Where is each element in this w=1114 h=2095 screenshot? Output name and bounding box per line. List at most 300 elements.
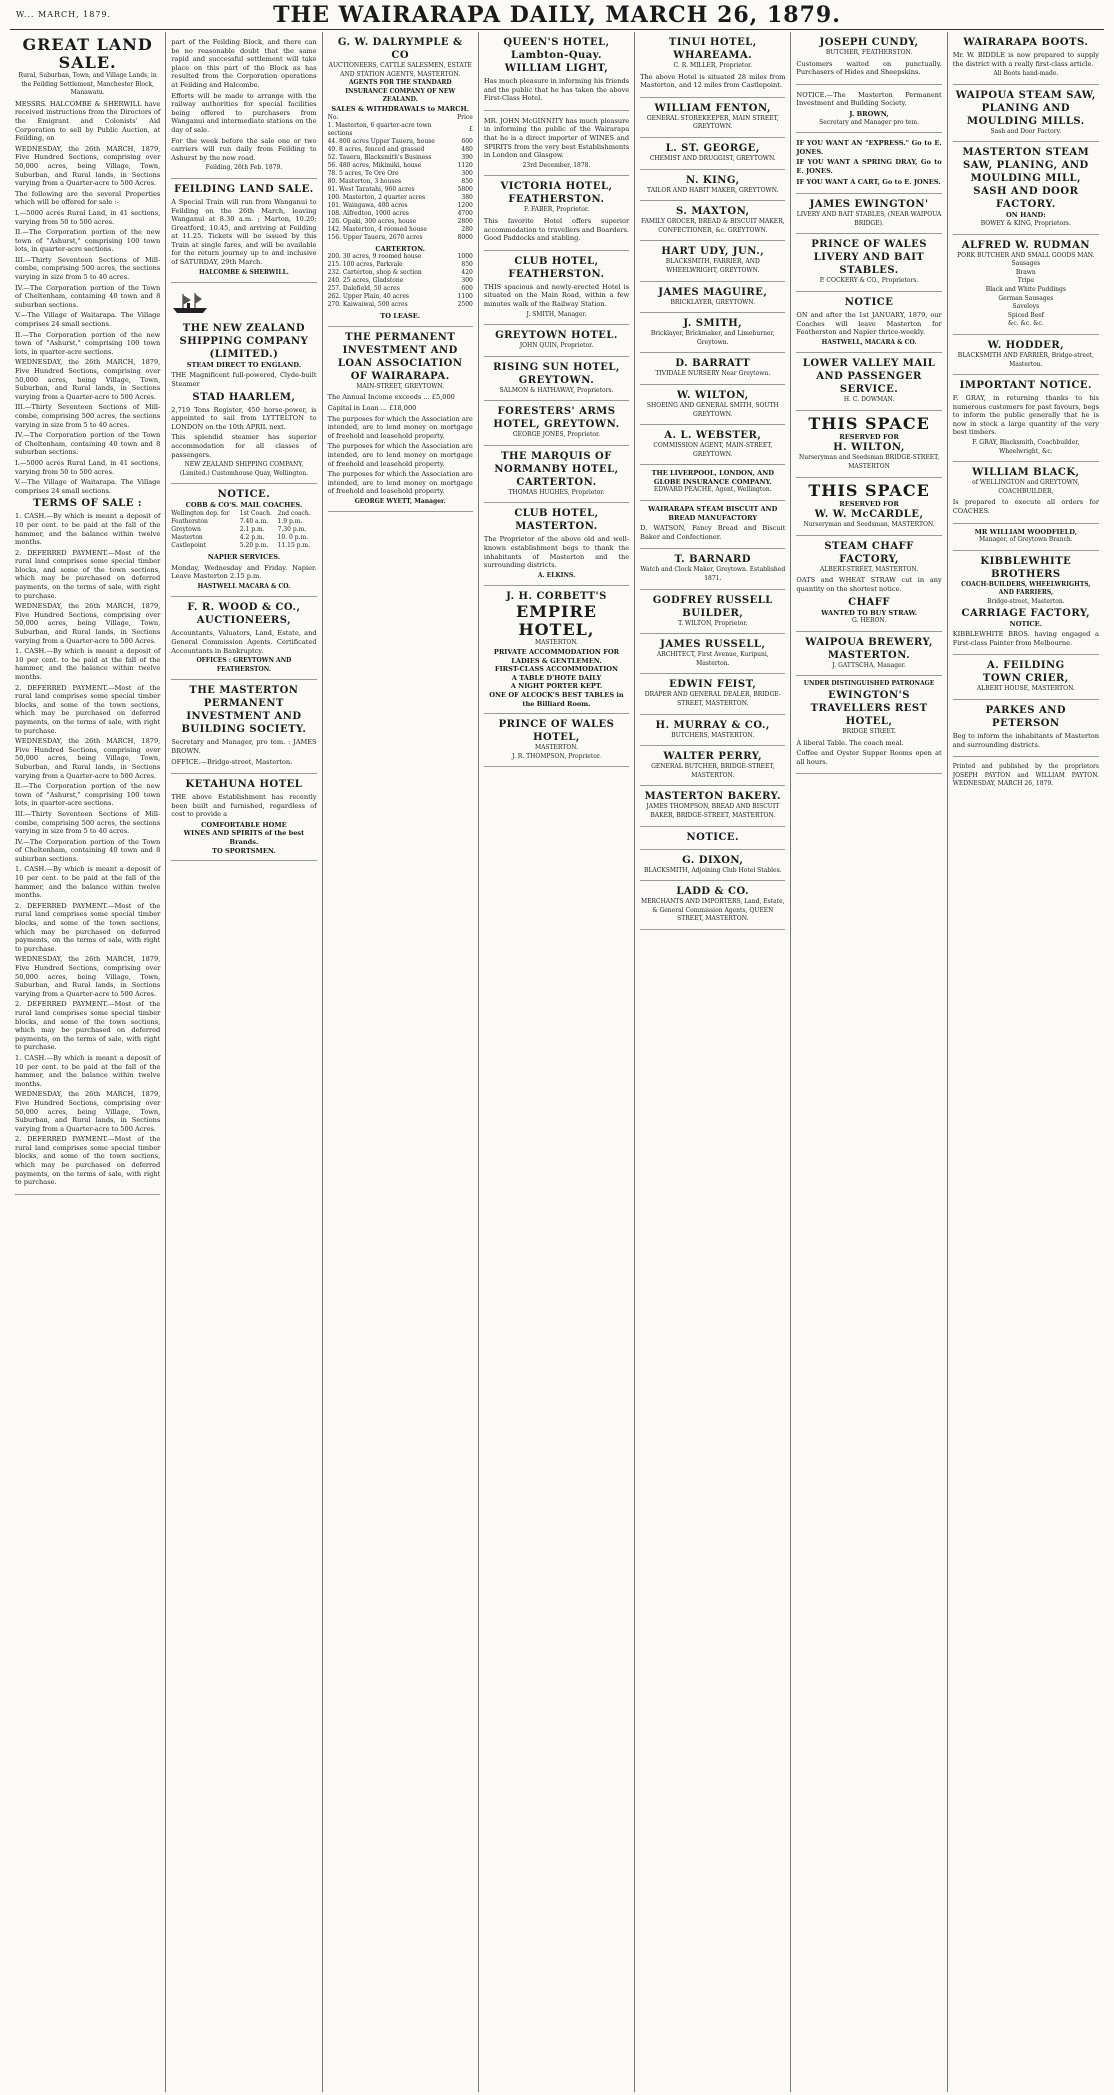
ad-text: This splendid steamer has superior accommodation for all classes of passengers.: [171, 433, 317, 459]
table-cell: 80. Masterton, 3 houses: [327, 177, 402, 185]
ad-subheading: BLACKSMITH, FARRIER, AND WHEELWRIGHT, GREYTOWN.: [665, 258, 760, 274]
ad-text: PRIVATE ACCOMMODATION FOR LADIES & GENTLEMEN.: [493, 648, 620, 665]
ad-text: I.—5000 acres Rural Land, in 41 sections, varying from 50 to 500 acres.: [15, 208, 161, 226]
ad-text: III.—Thirty Seventeen Sections of Mill-combe, comprising 500 acres, the sections varying in size from 5 to 40 acres.: [15, 255, 161, 282]
table-cell: 380: [461, 193, 473, 201]
table-row: [328, 138, 473, 146]
list-item: Sausages: [1011, 260, 1041, 268]
table-cell: 5800: [457, 185, 473, 193]
table-cell: 4.2 p.m.: [239, 533, 265, 541]
ad-text: WEDNESDAY, the 26th MARCH, 1879, Five Hundred Sections, comprising over 50,000 acres, being Village, Town, Suburban, and Rural lands, in Sections varying from a Quarter-acre to 500 Acres.: [15, 144, 161, 188]
columns: [10, 32, 1104, 2092]
ad-subheading: STEAM DIRECT TO ENGLAND.: [186, 360, 302, 369]
ad-text: IV.—The Corporation portion of the Town of Cheltenham, containing 40 town and 8 suburban sections.: [15, 431, 161, 457]
ad-subheading: NAPIER SERVICES.: [207, 552, 281, 561]
ad-text: part of the Feilding Block, and there can be no reasonable doubt that the same rapid and successful settlement will take place on this part of the Block as has resulted from the Corporation operations at Feilding and Halcombe.: [171, 38, 317, 89]
ad-text: 1. CASH.—By which is meant a deposit of 10 per cent. to be paid at the fall of the hammer, and the balance within twelve months.: [15, 865, 161, 900]
ad-subheading: COMFORTABLE HOME: [201, 820, 287, 829]
ad-subheading: JOHN QUIN, Proprietor.: [519, 342, 594, 350]
masthead-date-left: W... MARCH, 1879.: [16, 10, 112, 19]
wilton-smith-ad: [640, 385, 785, 425]
table-cell: 1st Coach.: [239, 509, 272, 517]
column-6: [791, 32, 947, 2092]
ad-text: The Proprietor of the above old and well-known establishment begs to thank the inhabitants of Masterton and the surrounding districts.: [483, 535, 630, 570]
list-item: Saveloys: [1012, 303, 1040, 311]
ad-text: The purposes for which the Association are intended, are to lend money on mortgage of freehold and leasehold property.: [327, 414, 473, 440]
ad-subheading: BUTCHER, FEATHERSTON.: [825, 49, 913, 56]
ad-subheading: Rural, Suburban, Town, and Village Lands, in the Feilding Settlement, Manchester Block, Manawatu.: [18, 72, 157, 97]
jones-ad: [796, 133, 941, 194]
ad-text: A NIGHT PORTER KEPT.: [510, 682, 603, 691]
ad-text: KIBBLEWHITE BROS. having engaged a First-class Painter from Melbourne.: [952, 630, 1099, 647]
kibblewhite-ad: [953, 551, 1099, 656]
ad-heading: A. FEILDING: [987, 660, 1065, 672]
table-row: [171, 534, 316, 542]
table-row: [328, 218, 473, 226]
ad-heading: PARKES AND PETERSON: [985, 704, 1067, 729]
ad-heading: LOWER VALLEY MAIL AND PASSENGER SERVICE.: [802, 358, 936, 396]
prince-of-wales-hotel-ad: [484, 714, 629, 767]
hart-udy-ad: [640, 241, 785, 281]
marquis-normanby-ad: [484, 446, 629, 504]
ad-text: Coffee and Oyster Supper Rooms open at all hours.: [796, 749, 942, 766]
ad-heading: MASTERTON STEAM SAW, PLANING, AND MOULDING MILL, SASH AND DOOR FACTORY.: [962, 147, 1090, 211]
ad-subheading: BRIDGE STREET.: [842, 728, 896, 735]
ad-text: OFFICES : GREYTOWN AND FEATHERSTON.: [196, 657, 292, 673]
ad-subheading: AGENTS FOR THE STANDARD INSURANCE COMPANY OF NEW ZEALAND.: [345, 79, 456, 104]
ad-text: Efforts will be made to arrange with the railway authorities for special facilities being offered to purchasers from Wanganui and intermediate stations on the day of sale.: [171, 91, 317, 134]
ad-heading: PRINCE OF WALES HOTEL,: [498, 719, 615, 744]
ad-subheading: Nurseryman and Seedsman, MASTERTON.: [803, 521, 935, 529]
ad-text: V.—The Village of Waitarapa. The Village comprises 24 small sections.: [15, 478, 161, 495]
table-cell: 480: [461, 145, 473, 153]
table-row: [328, 226, 473, 234]
ad-text: THE Magnificent full-powered, Clyde-built Steamer: [171, 371, 317, 389]
ad-subheading: GENERAL BUTCHER, BRIDGE-STREET, MASTERTON.: [651, 763, 775, 779]
ad-text: F. GRAY, in returning thanks to his numerous customers for past favours, begs to inform the public generally that he is now in stock a large quantity of the very best timbers.: [952, 394, 1099, 437]
ad-text: 2. DEFERRED PAYMENT.—Most of the rural land comprises some special timber blocks, and some of the town sections, which may be purchased on deferred payments, on the terms of sale, with right to purchase.: [15, 901, 161, 953]
ad-subheading: COBB & CO'S. MAIL COACHES.: [185, 501, 303, 510]
club-hotel-masterton-ad: [484, 503, 629, 586]
ad-text: II.—The Corporation portion of the new town of "Ashurst," comprising 100 town lots, in quarter-acre sections.: [15, 228, 161, 254]
masthead-rule: [10, 29, 1104, 30]
smith-bricklayer-ad: [640, 313, 785, 353]
ad-text: 2,719 Tons Register, 450 horse-power, is appointed to sail from LYTTELTON to LONDON on the 10th APRIL next.: [171, 405, 317, 431]
table-row: [328, 253, 473, 261]
ad-text: I.—5000 acres Rural Land, in 41 sections, varying from 50 to 500 acres.: [15, 458, 161, 476]
table-cell: 2800: [457, 217, 473, 225]
ad-heading: PRINCE OF WALES LIVERY AND BAIT STABLES.: [811, 239, 927, 277]
ad-text: A liberal Table. The coach meal.: [796, 738, 904, 747]
cundy-ad: [796, 32, 941, 85]
ad-subheading: TIVIDALE NURSERY Near Greytown.: [655, 370, 771, 378]
ewington-stables-ad: [796, 194, 941, 234]
ketahuna-hotel-ad: [171, 774, 316, 861]
ad-subheading: FAMILY GROCER, BREAD & BISCUIT MAKER, CONFECTIONER, &c. GREYTOWN.: [640, 218, 785, 234]
ad-heading: LADD & CO.: [676, 886, 750, 898]
ad-text: Mr. W. BIDDLE is now prepared to supply the district with a really first-class article.: [952, 51, 1099, 68]
table-row: [171, 526, 316, 534]
imprint-text: Printed and published by the proprietors JOSEPH PAYTON and WILLIAM PAYTON. WEDNESDAY, MARCH 26, 1879.: [952, 763, 1099, 788]
ad-subheading: ON HAND:: [1006, 211, 1046, 220]
list-item: German Sausages: [998, 294, 1054, 302]
ad-text: Accountants, Valuators, Land, Estate, and General Commission Agents. Certificated Accountants in Bankruptcy.: [171, 629, 317, 655]
ad-heading: THIS SPACE: [808, 480, 930, 500]
ad-heading: A. L. WEBSTER,: [664, 430, 762, 442]
ad-heading: W. W. McCARDLE,: [814, 509, 924, 521]
ad-subheading: WINES AND SPIRITS of the best Brands.: [183, 829, 305, 847]
ad-text: The purposes for which the Association are intended, are to lend money on mortgage of freehold and leasehold property.: [327, 442, 473, 468]
table-cell: 2500: [457, 301, 473, 309]
ad-text: The above Hotel is situated 28 miles from Masterton, and 12 miles from Castlepoint.: [640, 72, 786, 90]
ad-subheading: EDWARD PEACHE, Agent, Wellington.: [653, 486, 772, 494]
ad-subheading: COMMISSION AGENT, MAIN-STREET, GREYTOWN.: [653, 442, 773, 458]
ad-heading: H. WILTON,: [833, 442, 905, 454]
king-tailor-ad: [640, 170, 785, 202]
russell-builder-ad: [640, 590, 785, 635]
column-4: [479, 32, 635, 2092]
ship-name: STAD HAARLEM,: [192, 391, 296, 403]
ad-text: 2. DEFERRED PAYMENT.—Most of the rural land comprises some special timber blocks, and some of the town sections, which may be purchased on deferred payments, on the terms of sale, with right to purchase.: [15, 548, 161, 600]
ad-text: V.—The Village of Waitarapa. The Village comprises 24 small sections.: [15, 311, 161, 329]
ad-subheading: Bridge-street, Masterton.: [987, 598, 1065, 605]
ad-subheading: Sash and Door Factory.: [990, 127, 1062, 135]
ad-signature: G. HERON.: [851, 617, 887, 625]
table-cell: 91. West Taratahi, 960 acres: [327, 185, 415, 193]
table-cell: 280: [461, 225, 473, 233]
ad-subheading: TO SPORTSMEN.: [212, 846, 276, 855]
ad-heading: QUEEN'S HOTEL, Lambton-Quay.: [503, 37, 610, 61]
table-cell: 8000: [457, 233, 473, 241]
ad-heading: CLUB HOTEL, FEATHERSTON.: [508, 255, 605, 280]
ad-heading: S. MAXTON,: [676, 206, 750, 218]
ad-heading: TOWN CRIER,: [982, 673, 1069, 685]
table-row: [328, 202, 473, 210]
ad-signature: H. C. DOWMAN.: [843, 396, 895, 404]
victoria-hotel-ad: [484, 176, 629, 250]
table-cell: 215. 100 acres, Parkvale: [327, 261, 403, 269]
ad-heading: FEILDING LAND SALE.: [174, 183, 314, 195]
table-row: [328, 122, 473, 138]
imprint: [953, 757, 1099, 796]
maguire-ad: [640, 282, 785, 314]
list-item: Tripe: [1017, 277, 1034, 285]
ad-signature: J. GATTSCHA, Manager.: [832, 661, 906, 669]
ad-subheading: AUCTIONEERS, CATTLE SALESMEN, ESTATE AND STATION AGENTS, MASTERTON.: [328, 62, 472, 78]
st-george-ad: [640, 138, 785, 170]
ad-subheading: Bricklayer, Brickmaker, and Limeburner, Greytown.: [650, 330, 775, 346]
column-5: [635, 32, 791, 2092]
greytown-hotel-ad: [484, 325, 629, 357]
table-cell: 2nd coach.: [277, 509, 311, 517]
coach-notice-ad: [796, 292, 941, 353]
ad-heading: L. ST. GEORGE,: [665, 142, 760, 154]
table-cell: 240. 25 acres, Gladstone: [327, 277, 404, 285]
ad-text: III.—Thirty Seventeen Sections of Mill-combe, comprising 500 acres, the sections varying in size from 5 to 40 acres.: [15, 809, 161, 836]
ad-subheading: T. WILTON, Proprietor.: [678, 619, 748, 627]
table-cell: 156. Upper Taueru, 2670 acres: [327, 233, 423, 241]
masthead: [0, 0, 1114, 30]
ad-signature: HASTWELL MACARA & CO.: [197, 582, 291, 590]
masterton-saw-mill-ad: [953, 142, 1099, 234]
table-cell: 78. 5 acres, Te Ore Ore: [327, 169, 399, 177]
table-row: [171, 518, 316, 526]
ad-date: 23rd December, 1878.: [522, 161, 591, 169]
ad-subheading: SALMON & HATHAWAY, Proprietors.: [499, 386, 614, 394]
ad-heading: WILLIAM BLACK,: [972, 467, 1080, 479]
table-cell: 100. Masterton, 2 quarter acres: [327, 193, 426, 201]
insurance-ad: [640, 465, 785, 501]
great-land-sale-ad: [15, 32, 160, 1195]
brewery-ad: [796, 632, 941, 677]
ad-heading: EDWIN FEIST,: [669, 679, 757, 691]
building-society-ad: [171, 680, 316, 774]
perry-ad: [640, 746, 785, 786]
table-cell: 232. Carterton, shop & section: [327, 269, 422, 277]
ad-subheading: ARCHITECT, First Avenue, Kuripuni, Masterton.: [656, 651, 769, 667]
table-row: [328, 269, 473, 277]
reserved-space-wilton: [796, 411, 941, 478]
ad-heading: ALFRED W. RUDMAN: [961, 239, 1090, 251]
ad-text: ON and after the 1st JANUARY, 1879, our Coaches will leave Masterton for Featherston and Napier thrice-weekly.: [796, 310, 942, 337]
ad-text: Capital in Loan ... £18,000: [327, 403, 417, 412]
ad-subheading: CHEMIST AND DRUGGIST, GREYTOWN.: [649, 154, 776, 162]
ad-signature: HALCOMBE & SHERWILL.: [198, 268, 289, 276]
ad-subheading: SALES & WITHDRAWALS to MARCH.: [331, 104, 470, 113]
town-crier-ad: [953, 655, 1099, 700]
ad-heading: JAMES RUSSELL,: [660, 639, 766, 651]
ad-text: For the week before the sale one or two carriers will run daily from Feilding to Ashurst by the new road.: [171, 136, 317, 162]
ad-signature: HASTWELL, MACARA & CO.: [821, 338, 917, 346]
murray-ad: [640, 715, 785, 747]
ad-text: 2. DEFERRED PAYMENT.—Most of the rural land comprises some special timber blocks, and some of the town sections, which may be purchased on deferred payments, on the terms of sale, with right to purchase.: [15, 1135, 161, 1187]
ad-text: III.—Thirty Seventeen Sections of Mill-combe, comprising 500 acres, the sections varying in size from 5 to 40 acres.: [15, 403, 161, 429]
list-item: Spiced Beef: [1007, 311, 1044, 319]
ad-text: OFFICE.—Bridge-street, Masterton.: [171, 757, 293, 766]
travellers-rest-ad: [796, 676, 941, 774]
loan-association-ad: [328, 327, 473, 513]
rudman-ad: [953, 235, 1099, 335]
lower-valley-mail-ad: [796, 353, 941, 411]
ad-heading: CHAFF: [848, 596, 890, 608]
foresters-arms-ad: [484, 401, 629, 446]
ad-heading: NOTICE.: [1009, 619, 1043, 628]
ad-text: Has much pleasure in informing his friends and the public that he has taken the above First-Class Hotel.: [483, 77, 630, 103]
shipping-company-ad: [171, 283, 316, 484]
ad-subheading: WILLIAM LIGHT,: [504, 63, 609, 74]
column-header: No.: [327, 113, 339, 121]
chaff-factory-ad: [796, 536, 941, 632]
ad-signature: F. GRAY, Blacksmith, Coachbuilder, Wheelwright, &c.: [972, 439, 1080, 455]
ad-heading: W. WILTON,: [676, 389, 749, 401]
queens-hotel-ad: [484, 32, 629, 111]
ad-heading: EMPIRE HOTEL,: [516, 602, 597, 640]
ad-subheading: GEORGE JONES, Proprietor.: [512, 431, 601, 439]
ad-text: Beg to inform the inhabitants of Masterton and surrounding districts.: [952, 731, 1099, 749]
ad-text: A Special Train will run from Wanganui to Feilding on the 26th March, leaving Wanganui at 8.30 a.m. ; Marton, 10.20; Greatford, 10.45, and arriving at Feilding at 11.25. Tickets will be issued by this Train at single fares, and will be available for the return journey up to and inclusive of SATURDAY, 29th March.: [171, 197, 317, 267]
ad-text: A TABLE D'HOTE DAILY: [511, 673, 602, 682]
ad-heading: THE MASTERTON PERMANENT INVESTMENT AND BUILDING SOCIETY.: [181, 685, 307, 736]
column-header: Price: [457, 113, 473, 121]
ad-subheading: COACH-BUILDERS, WHEELWRIGHTS, AND FARRIERS,: [961, 580, 1091, 597]
ad-subheading: THOMAS HUGHES, Proprietor.: [508, 488, 605, 496]
ad-text: IF YOU WANT A SPRING DRAY, Go to E. JONES.: [796, 158, 942, 175]
ad-heading: JAMES EWINGTON': [809, 199, 929, 211]
biscuit-factory-ad: [640, 501, 785, 549]
table-cell: Wellington dep. for: [171, 509, 230, 517]
ad-subheading: P. COCKERY & CO., Proprietors.: [819, 277, 919, 285]
table-cell: 4700: [457, 209, 473, 217]
table-cell: 1000: [457, 253, 473, 261]
table-cell: 600: [461, 137, 473, 145]
ad-text: IV.—The Corporation portion of the Town of Cheltenham, containing 40 town and 8 suburban sections.: [15, 837, 161, 863]
ad-heading: GREAT LAND SALE.: [22, 35, 153, 72]
table-row: [328, 186, 473, 194]
ad-heading: RISING SUN HOTEL, GREYTOWN.: [493, 361, 620, 386]
ad-heading: WILLIAM FENTON,: [654, 102, 772, 114]
hodder-ad: [953, 335, 1099, 375]
ad-text: 1. CASH.—By which is meant a deposit of 10 per cent. to be paid at the fall of the hammer, and the balance within twelve months.: [15, 647, 161, 681]
table-cell: 600: [461, 285, 473, 293]
ad-heading: FORESTERS' ARMS HOTEL, GREYTOWN.: [493, 406, 620, 431]
table-cell: Featherston: [171, 517, 208, 525]
ad-text: This favorite Hotel offers superior accommodation to travellers and Boarders. Good Paddocks and stabling.: [483, 216, 630, 243]
table-cell: 300: [461, 169, 473, 177]
ad-subheading: Nurseryman and Seedsman BRIDGE-STREET, MASTERTON: [799, 454, 940, 471]
ad-subheading: BLACKSMITH, Adjoining Club Hotel Stables.: [643, 866, 782, 874]
feist-ad: [640, 674, 785, 714]
ad-heading: JOSEPH CUNDY,: [819, 37, 919, 48]
ad-subheading: ALBERT HOUSE, MASTERTON.: [976, 685, 1075, 693]
wood-auctioneers-ad: [171, 597, 316, 680]
ad-heading: MR WILLIAM WOODFIELD,: [974, 527, 1078, 536]
ad-subheading: LIVERY AND BAIT STABLES, (NEAR WAIPOUA BRIDGE).: [796, 211, 942, 227]
table-row: [328, 162, 473, 170]
ad-subheading: PORK BUTCHER AND SMALL GOODS MAN.: [957, 251, 1095, 259]
ad-text: Customers waited on punctually. Purchasers of Hides and Sheepskins.: [796, 59, 942, 77]
ad-text: IF YOU WANT AN "EXPRESS." Go to E. JONES.: [796, 139, 942, 156]
table-cell: 126. Opaki, 300 acres, house: [327, 217, 417, 225]
ad-text: 2. DEFERRED PAYMENT.—Most of the rural land comprises some special timber blocks, and some of the town sections, which may be purchased on deferred payments, on the terms of sale, with right to purchase.: [15, 683, 161, 735]
table-cell: 101. Waingawa, 400 acres: [327, 201, 408, 209]
table-row: [328, 293, 473, 301]
ad-subheading: F. FABER, Proprietor.: [524, 206, 589, 214]
table-header: [328, 114, 473, 122]
column-1: [10, 32, 166, 2092]
ad-subheading: C. R. MILLER, Proprietor.: [673, 62, 753, 69]
ad-text: Secretary and Manager, pro tem. : JAMES BROWN.: [171, 738, 317, 755]
ad-heading: THE NEW ZEALAND SHIPPING COMPANY (LIMITED.): [179, 322, 309, 360]
ad-text: IF YOU WANT A CART, Go to E. JONES.: [796, 177, 941, 186]
table-cell: 49. 8 acres, fenced and grassed: [327, 145, 425, 153]
table-cell: Masterton: [171, 533, 203, 541]
table-cell: 200. 30 acres, 9 roomed house: [327, 253, 422, 261]
tinui-hotel-ad: [640, 32, 785, 98]
table-cell: 7.30 p.m.: [277, 525, 307, 533]
ad-heading: MASTERTON BAKERY.: [644, 791, 781, 803]
table-cell: 270. Kaiwaiwai, 500 acres: [327, 301, 408, 309]
ad-subheading: UNDER DISTINGUISHED PATRONAGE: [803, 680, 935, 688]
ad-text: The following are the several Properties which will be offered for sale :-: [15, 189, 161, 207]
dalrymple-ad: [328, 32, 473, 327]
ad-text: WEDNESDAY, the 26th MARCH, 1879, Five Hundred Sections, comprising over 50,000 acres, being Village, Town, Suburban, and Rural lands, in Sections varying from a Quarter-acre to 500 Acres.: [15, 358, 161, 401]
land-sale-continued: [171, 32, 316, 179]
mcginnity-ad: [484, 111, 629, 177]
ad-text: II.—The Corporation portion of the new town of "Ashurst," comprising 100 town lots, in quarter-acre sections.: [15, 782, 161, 808]
barratt-ad: [640, 353, 785, 385]
ad-text: ONE OF ALCOCK'S BEST TABLES in the Billiard Room.: [489, 691, 624, 708]
maxton-ad: [640, 201, 785, 241]
prince-of-wales-stables-ad: [796, 234, 941, 292]
ad-subheading: GENERAL STOREKEEPER, MAIN STREET, GREYTOWN.: [646, 114, 779, 131]
ad-heading: F. R. WOOD & CO., AUCTIONEERS,: [187, 602, 301, 627]
table-cell: 5.20 p.m.: [239, 541, 269, 549]
table-cell: 262. Upper Plain, 40 acres: [327, 293, 410, 301]
ad-heading: VICTORIA HOTEL, FEATHERSTON.: [500, 181, 613, 206]
table-cell: 1200: [457, 201, 473, 209]
ad-heading: IMPORTANT NOTICE.: [959, 380, 1093, 392]
ad-heading: J. SMITH,: [683, 318, 743, 330]
ad-heading: NOTICE.: [686, 831, 740, 843]
club-hotel-featherston-ad: [484, 251, 629, 325]
fenton-ad: [640, 98, 785, 138]
ad-signature: J. R. THOMPSON, Proprietor.: [512, 752, 601, 760]
ad-heading: GODFREY RUSSELL BUILDER,: [652, 594, 773, 619]
ad-heading: H. MURRAY & CO.,: [655, 719, 770, 731]
ad-heading: WAIPOUA BREWERY, MASTERTON.: [805, 636, 933, 661]
ad-text: THE above Establishment has recently been built and furnished, regardless of cost to provide a: [171, 793, 317, 819]
ad-heading: W. HODDER,: [987, 339, 1065, 351]
table-cell: 850: [461, 177, 473, 185]
bakery-ad: [640, 786, 785, 826]
ad-text: D. WATSON, Fancy Bread and Biscuit Baker and Confectioner.: [640, 524, 786, 541]
table-cell: 1. Masterton, 6 quarter-acre town sections: [327, 121, 432, 137]
ad-subheading: DRAPER AND GENERAL DEALER, BRIDGE-STREET, MASTERTON.: [644, 691, 781, 707]
notice-ad: [640, 827, 785, 850]
ad-heading: WAIRARAPA STEAM BISCUIT AND BREAD MANUFACTORY: [648, 505, 778, 522]
list-item: Brawn: [1015, 268, 1036, 276]
table-row: [171, 542, 316, 550]
table-cell: Castlepoint: [171, 541, 207, 549]
ad-heading: GREYTOWN HOTEL.: [495, 330, 618, 342]
table-row: [328, 285, 473, 293]
ad-heading: G. DIXON,: [682, 854, 744, 866]
table-cell: 44. 800 acres Upper Taueru, house: [327, 137, 435, 145]
ad-heading: WAIRARAPA BOOTS.: [963, 37, 1089, 48]
ad-heading: KIBBLEWHITE BROTHERS: [980, 555, 1072, 580]
ad-subheading: BLACKSMITH AND FARRIER, Bridge-street, Masterton.: [957, 351, 1094, 368]
important-notice-ad: [953, 375, 1099, 462]
table-cell: 420: [461, 269, 473, 277]
ad-heading: THE MARQUIS OF NORMANBY HOTEL, CARTERTON.: [494, 450, 619, 488]
ad-text: WEDNESDAY, the 26th MARCH, 1879, Five Hundred Sections, comprising over 50,000 acres, being Village, Town, Suburban, and Rural lands, in Sections varying from a Quarter-acre to 500 Acres.: [15, 602, 161, 645]
list-item: &c. &c. &c.: [1008, 320, 1044, 328]
table-cell: 257. Dalefield, 50 acres: [327, 285, 400, 293]
investment-notice-ad: [796, 85, 941, 133]
ad-text: FIRST-CLASS ACCOMMODATION: [494, 665, 619, 674]
reserved-space-mccardle: [796, 478, 941, 536]
table-cell: 2.1 p.m.: [239, 525, 265, 533]
ad-heading: NOTICE.: [217, 489, 271, 501]
table-row: [171, 510, 316, 518]
table-row: [328, 277, 473, 285]
ad-heading: G. W. DALRYMPLE & CO: [337, 37, 463, 61]
ad-text: 2. DEFERRED PAYMENT.—Most of the rural land comprises some special timber blocks, and some of the town sections, which may be purchased on deferred payments, on the terms of sale, with right to purchase.: [15, 1000, 161, 1052]
ad-subheading: TAILOR AND HABIT MAKER, GREYTOWN.: [647, 186, 779, 194]
woodfield-ad: [953, 524, 1099, 551]
table-cell: 300: [461, 277, 473, 285]
ad-heading: CARRIAGE FACTORY,: [961, 607, 1091, 619]
